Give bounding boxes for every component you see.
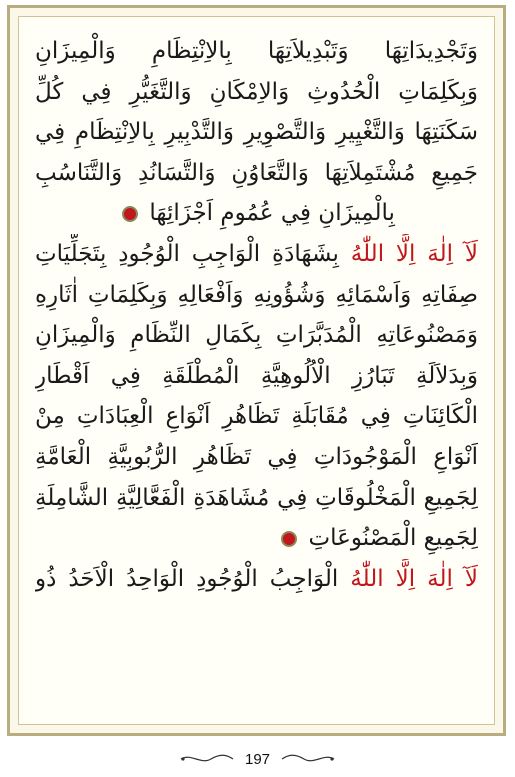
page-footer: [0, 748, 515, 770]
text-line: وَبِكَلِمَاتِ الْحُدُوثِ وَالاِمْكَانِ وَالتَّغَيُّرِ فِي كُلِّ: [35, 78, 478, 105]
flourish-left-icon: [179, 752, 235, 766]
text-line: صِفَاتِهِ وَاَسْمَائِهِ وَشُؤُونِهِ وَاَفْعَالِهِ وَبِكَلِمَاتِ اٰثَارِهِ: [35, 281, 478, 308]
text-line: اَنْوَاعِ الْمَوْجُودَاتِ فِي تَظَاهُرِ الرُّبُوبِيَّةِ الْعَامَّةِ: [35, 443, 478, 470]
text-line: لِجَمِيعِ الْمَخْلُوقَاتِ فِي مُشَاهَدَةِ الْفَعَّالِيَّةِ الشَّامِلَةِ: [35, 484, 478, 511]
text-line: وَمَصْنُوعَاتِهِ الْمُدَبَّرَاتِ بِكَمَالِ النِّظَامِ وَالْمِيزَانِ: [35, 322, 478, 349]
text-line: لَآ اِلٰهَ اِلَّا اللّٰهُ بِشَهَادَةِ الْوَاجِبِ الْوُجُودِ بِتَجَلِّيَاتِ: [35, 240, 478, 267]
text-block: [35, 31, 478, 599]
verse-end-mark-icon: [281, 531, 297, 547]
text-line: سَكَنَتِهَا وَالتَّغْيِيرِ وَالتَّصْوِيرِ وَالتَّدْبِيرِ بِالاِنْتِظَامِ فِي: [35, 119, 478, 146]
text-line: وَتَجْدِيدَاتِهَا وَتَبْدِيلاَتِهَا بِالاِنْتِظَامِ وَالْمِيزَانِ: [35, 38, 478, 64]
text-line: لَآ اِلٰهَ اِلَّا اللّٰهُ الْوَاجِبُ الْوُجُودِ الْوَاحِدُ الْاَحَدُ ذُو: [35, 565, 478, 592]
text-line: الْكَائِنَاتِ فِي مُقَابَلَةِ تَظَاهُرِ اَنْوَاعِ الْعِبَادَاتِ مِنْ: [35, 403, 478, 430]
text-line: وَبِدَلاَلَةِ تَبَارُزِ الْاُلُوهِيَّةِ الْمُطْلَقَةِ فِي اَقْطَارِ: [35, 362, 478, 389]
page-frame: [7, 5, 506, 736]
verse-end-mark-icon: [122, 206, 138, 222]
text-line: لِجَمِيعِ الْمَصْنُوعَاتِ: [35, 518, 478, 559]
page-number: 197: [244, 750, 271, 768]
text-frame: [18, 16, 495, 725]
text-line: جَمِيعِ مُشْتَمِلاَتِهَا وَالتَّعَاوُنِ وَالتَّسَانُدِ وَالتَّنَاسُبِ: [35, 159, 478, 186]
text-line: بِالْمِيزَانِ فِي عُمُومِ اَجْزَائِهَا: [35, 193, 478, 234]
tawhid-phrase: لَآ اِلٰهَ اِلَّا اللّٰهُ: [350, 565, 478, 592]
tawhid-phrase: لَآ اِلٰهَ اِلَّا اللّٰهُ: [350, 240, 478, 267]
flourish-right-icon: [280, 752, 336, 766]
